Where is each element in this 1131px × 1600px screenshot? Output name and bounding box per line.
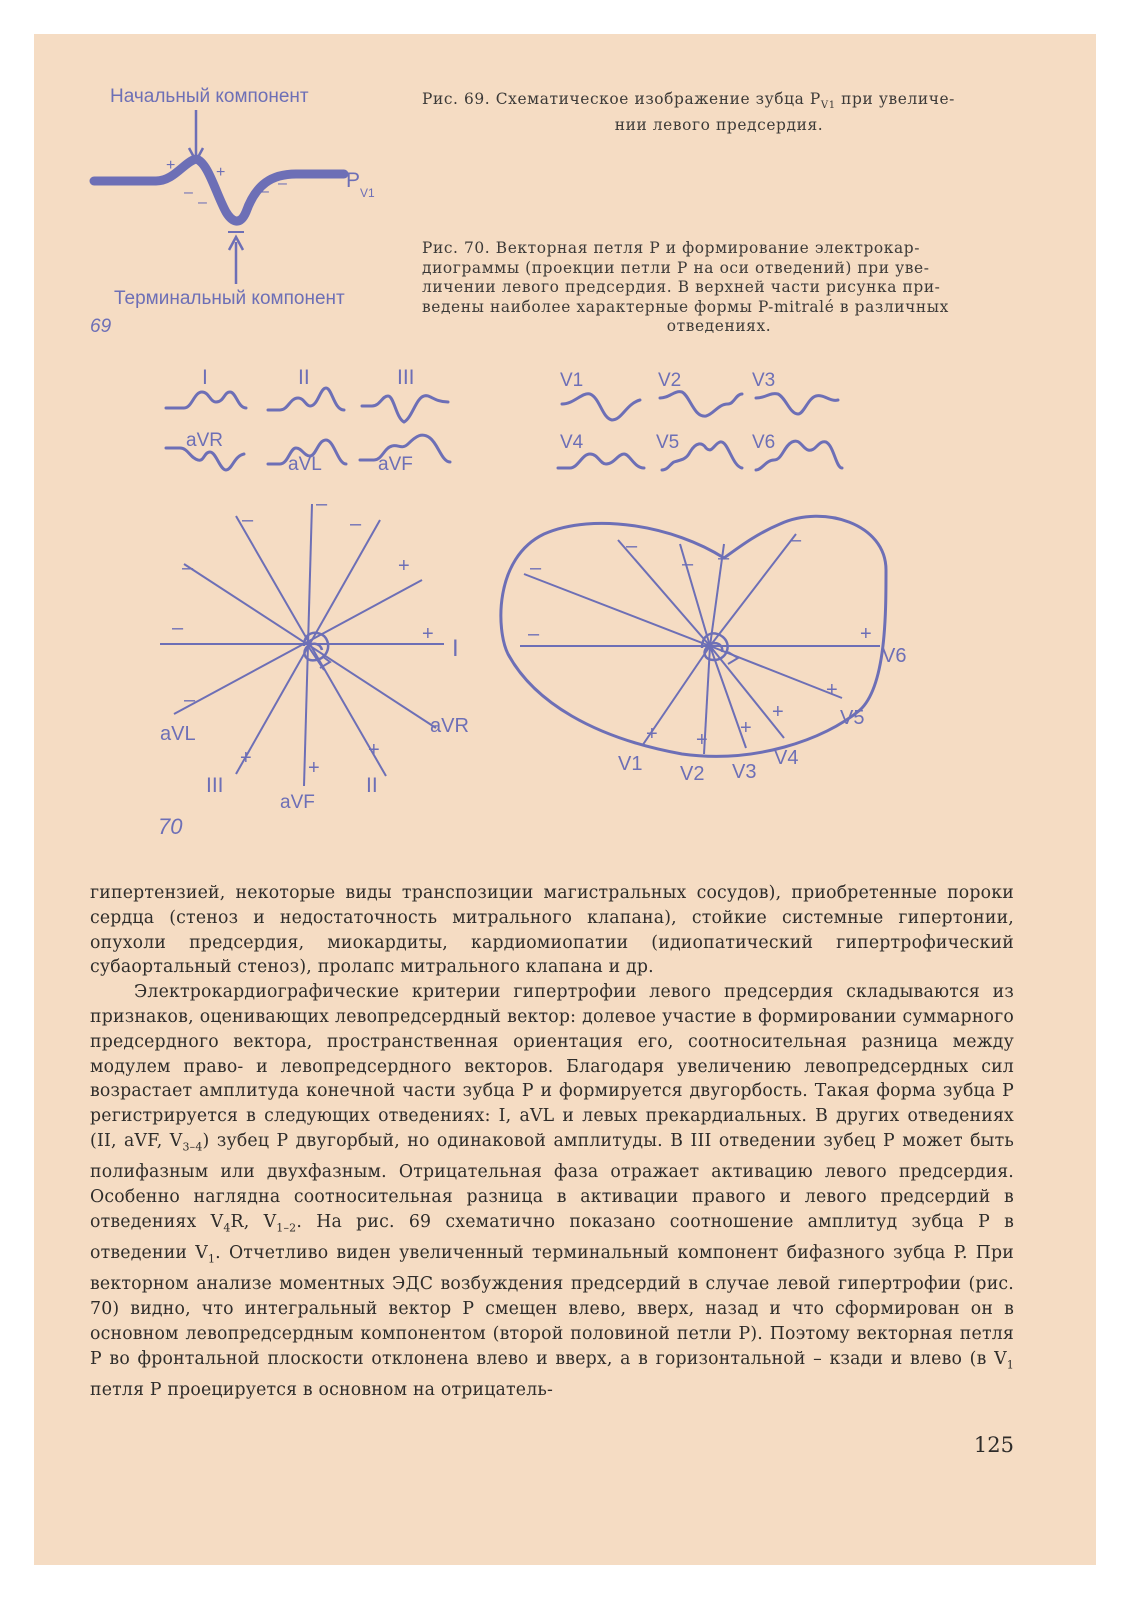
- sign-plus: +: [398, 555, 410, 577]
- axis-label: aVL: [160, 723, 196, 745]
- plus-sign: +: [166, 157, 176, 174]
- sign-plus: +: [308, 757, 320, 779]
- caption-line: отведениях.: [666, 317, 772, 335]
- frontal-plane-axes: [160, 504, 444, 786]
- sign-plus: +: [240, 747, 252, 769]
- caption-text: Рис. 69. Схематическое изображение зубца P: [422, 90, 821, 108]
- wave-lead-II: [268, 388, 344, 410]
- pv1-subscript: V1: [360, 186, 375, 200]
- axis-label: V2: [680, 763, 705, 785]
- body-text: [90, 881, 1014, 1403]
- horizontal-plane-signs: [528, 529, 872, 751]
- sign-minus: –: [530, 557, 542, 579]
- lead-label: V2: [658, 370, 682, 391]
- sign-minus: –: [718, 547, 730, 569]
- caption-subscript: V: [820, 100, 829, 112]
- wave-lead-aVR: [166, 448, 244, 470]
- sign-plus: +: [422, 623, 434, 645]
- limb-lead-labels: [186, 366, 415, 475]
- initial-component-label: Начальный компонент: [110, 86, 309, 107]
- lead-label: V5: [656, 432, 680, 453]
- heart-outline: [501, 516, 886, 756]
- figure-number: 69: [90, 316, 112, 337]
- wave-lead-V1: [562, 394, 640, 420]
- paragraph: гипертензией, некоторые виды транспозиции магистральных сосудов), приобретенные пороки сердца (стеноз и недостаточность митрального клапана), стойкие системные гипертонии, опухоли предсердия, миокардиты, кардиомиопатии (идиопатический гипертрофический субаортальный стеноз), пролапс митрального клапана и др.: [90, 883, 1014, 978]
- axis-label: aVF: [280, 792, 315, 813]
- lead-label: I: [202, 366, 208, 389]
- caption-line: личении левого предсердия. В верхней части рисунка при-: [422, 278, 941, 296]
- minus-sign: –: [260, 183, 269, 200]
- sign-plus: +: [646, 723, 658, 745]
- text-run: Электрокардиографические критерии гипертрофии левого предсердия складываются из признаков, оценивающих левопредсердный вектор: долевое участие в формировании суммарного предсердного вектора, пространственная ориентация его, соотносительная разница между модулем право- и левопредсердного векторов. Благодаря увеличению левопредсердных сил возрастает амплитуда конечной части зубца P и формируется двугорбость. Такая форма зубца P регистрируется в следующих отведениях: I, aVL и левых прекардиальных. В других отведениях (II, aVF, V: [90, 982, 1014, 1151]
- axis-label: V4: [774, 747, 799, 769]
- sign-plus: +: [860, 623, 872, 645]
- lead-label: V6: [752, 432, 776, 453]
- chest-lead-waveforms: [558, 392, 842, 470]
- axis-label: II: [366, 774, 378, 797]
- paragraph: [90, 980, 1014, 1403]
- lead-label: aVL: [288, 454, 322, 475]
- axis-label: III: [206, 774, 224, 797]
- sign-plus: +: [826, 679, 838, 701]
- axis-label: I: [452, 635, 459, 662]
- text-run: петля P проецируется в основном на отрицатель-: [90, 1379, 554, 1400]
- horizontal-plane: [501, 516, 886, 756]
- lead-label: aVR: [186, 430, 223, 451]
- text-run: . На рис. 69 схематично показано соотношение амплитуд зубца P в отведении V: [90, 1211, 1015, 1264]
- plus-sign: +: [216, 164, 226, 181]
- sign-minus: –: [172, 617, 184, 639]
- sign-minus: –: [682, 553, 694, 575]
- figure-70-caption: [422, 239, 1016, 337]
- minus-sign: –: [198, 194, 207, 211]
- minus-sign: –: [184, 184, 193, 201]
- subscript: 1: [207, 1252, 216, 1266]
- wave-lead-III: [362, 396, 448, 422]
- subscript: 3–4: [182, 1140, 203, 1154]
- subscript: 1: [1006, 1358, 1014, 1372]
- text-run: R, V: [230, 1211, 277, 1232]
- lead-label: V4: [560, 432, 584, 453]
- wave-lead-I: [166, 392, 246, 408]
- caption-text: при увеличе-: [835, 90, 955, 108]
- caption-line: Рис. 70. Векторная петля P и формирование электрокар-: [422, 239, 921, 257]
- sign-minus: –: [626, 535, 638, 557]
- frontal-plane-labels: [158, 635, 469, 839]
- lead-label: II: [298, 366, 310, 389]
- axis-label: V1: [618, 753, 643, 775]
- sign-plus: +: [696, 729, 708, 751]
- pv1-label: P: [346, 169, 361, 192]
- sign-minus: –: [184, 689, 196, 711]
- sign-minus: –: [316, 493, 328, 515]
- minus-sign: –: [278, 175, 287, 192]
- terminal-component-label: Терминальный компонент: [114, 288, 345, 309]
- caption-text: нии левого предсердия.: [614, 115, 824, 134]
- axis-label: V3: [732, 761, 757, 783]
- loop-arrow-icon: [728, 652, 738, 664]
- sign-minus: –: [790, 529, 802, 551]
- frontal-plane-signs: [172, 493, 434, 779]
- lead-label: V3: [752, 370, 776, 391]
- chest-lead-labels: [560, 370, 775, 453]
- page-number: 125: [973, 1433, 1014, 1457]
- axis-label: V6: [882, 645, 907, 667]
- sign-minus: –: [182, 557, 194, 579]
- sign-minus: –: [242, 509, 254, 531]
- axis-label: aVR: [430, 715, 469, 737]
- wave-lead-V4: [558, 454, 644, 468]
- wave-lead-V2: [660, 392, 742, 416]
- subscript: 1–2: [276, 1221, 297, 1235]
- text-run: . Отчетливо виден увеличенный терминальный компонент бифазного зубца P. При векторном анализе моментных ЭДС возбуждения предсердий в случае левой гипертрофии (рис. 70) видно, что интегральный вектор P смещен влево, вверх, назад и что сформирован он в основном левопредсердным компонентом (второй половиной петли P). Поэтому векторная петля P во фронтальной плоскости отклонена влево и вверх, а в горизонтальной – кзади и влево (в V: [90, 1243, 1015, 1369]
- text-run: ) зубец P двугорбый, но одинаковой амплитуды. В III отведении зубец P может быть полифазным или двухфазным. Отрицательная фаза отражает активацию левого предсердия. Особенно наглядна соотносительная разница в активации правого и левого предсердий в отведениях V: [90, 1130, 1014, 1232]
- sign-plus: +: [740, 717, 752, 739]
- axis-aux: [524, 574, 710, 646]
- book-page: [34, 34, 1096, 1565]
- sign-plus: +: [772, 701, 784, 723]
- lead-label: V1: [560, 370, 584, 391]
- sign-minus: –: [350, 513, 362, 535]
- subscript: 4: [223, 1221, 231, 1235]
- lead-label: III: [397, 366, 415, 389]
- caption-subscript: 1: [828, 100, 836, 112]
- lead-label: aVF: [378, 454, 413, 475]
- figure-number: 70: [158, 814, 183, 839]
- wave-lead-V3: [756, 394, 838, 414]
- sign-plus: +: [368, 739, 380, 761]
- caption-line: ведены наиболее характерные формы P-mitralé в различных: [422, 297, 949, 316]
- figure-69-caption: [422, 90, 1016, 135]
- figures: [34, 34, 1096, 854]
- caption-line: диограммы (проекции петли P на оси отведений) при уве-: [422, 258, 930, 277]
- axis-label: V5: [840, 707, 865, 729]
- sign-minus: –: [528, 623, 540, 645]
- figure-69: [90, 86, 375, 337]
